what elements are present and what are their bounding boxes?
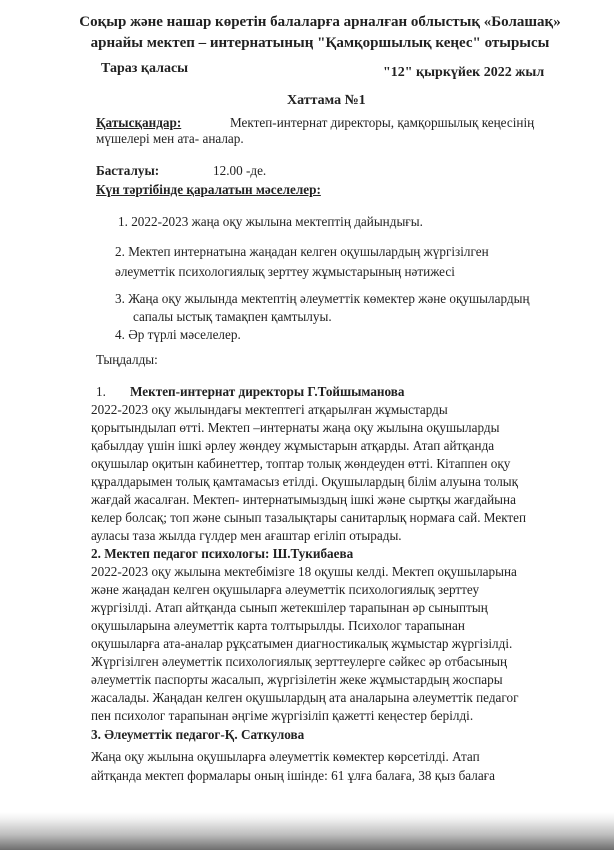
- protocol-title: Хаттама №1: [287, 93, 366, 108]
- paragraph-line: пен психолог тарапынан әңгіме жүргізіліп қажетті кеңестер берілді.: [91, 708, 474, 723]
- participants-text-1: Мектеп-интернат директоры, қамқоршылық кеңесінің: [230, 115, 535, 130]
- agenda-item-3-line-1: 3. Жаңа оқу жылында мектептің әлеуметтік көмектер және оқушылардың: [115, 291, 530, 306]
- agenda-item-4: 4. Әр түрлі мәселелер.: [115, 327, 241, 342]
- paragraph-line: қабылдау үшін ішкі әрлеу жөндеу жұмыстарын атқарды. Атап айтқанда: [91, 438, 495, 453]
- city: Тараз қаласы: [101, 61, 189, 76]
- paragraph-line: 2022-2023 оқу жылындағы мектептегі атқарылған жұмыстарды: [91, 402, 448, 417]
- paragraph-line: айтқанда мектеп формалары оның ішінде: 61 ұлға балаға, 38 қыз балаға: [91, 768, 495, 783]
- agenda-item-3-line-2: сапалы ыстық тамақпен қамтылуы.: [133, 309, 332, 324]
- paragraph-line: 2022-2023 оқу жылына мектебімізге 18 оқушы келді. Мектеп оқушыларына: [91, 564, 517, 579]
- paragraph-line: ауласы таза жылда гүлдер мен ағаштар егіліп отырады.: [91, 528, 402, 543]
- section-1-title: Мектеп-интернат директоры Г.Тойшыманова: [130, 384, 405, 399]
- paragraph-line: оқушыларға ата-аналар рұқсатымен диагностикалық жұмыстар жүргізілді.: [91, 636, 513, 651]
- paragraph-line: жүргізілді. Атап айтқанда сынып жетекшілер тарапынан әр сыныптың: [91, 600, 488, 615]
- header-line-2: арнайы мектеп – интернатының "Қамқоршылық кеңес" отырысы: [90, 35, 550, 51]
- paragraph-line: келер болсақ; топ және сынып тазалықтары санитарлық нормаға сай. Мектеп: [91, 510, 527, 525]
- paragraph-line: Жүргізілген әлеуметтік психологиялық зерттеулерге сәйкес әр отбасының: [91, 654, 508, 669]
- paragraph-line: және жаңадан келген оқушыларға әлеуметтік психологиялық зерттеу: [91, 582, 480, 597]
- paragraph-line: әлеуметтік паспорты жасалып, жүргізілетін жеке жұмыстардың жоспары: [91, 672, 503, 687]
- paragraph-line: қорытындылап өтті. Мектеп –интернаты жаңа оқу жылына оқушыларды: [91, 420, 500, 435]
- paragraph-line: жағдай жасалған. Мектеп- интернатымыздың ішкі және сыртқы жағдайына: [91, 492, 516, 507]
- scan-bottom-edge: [0, 812, 614, 850]
- paragraph-line: Жаңа оқу жылына оқушыларға әлеуметтік көмектер көрсетілді. Атап: [91, 749, 480, 764]
- start-label: Басталуы:: [96, 163, 160, 178]
- paragraph-line: жасалады. Жаңадан келген оқушылардың ата аналарына әлеуметтік педагог: [91, 690, 519, 705]
- agenda-title: Күн тәртібінде қаралатын мәселелер:: [96, 182, 321, 197]
- start-value: 12.00 -де.: [213, 163, 267, 178]
- participants-text-2: мүшелері мен ата- аналар.: [96, 131, 244, 146]
- paragraph-line: оқушылар оқитын кабинеттер, топтар толық жөндеуден өтті. Кітаппен оқу: [91, 456, 511, 471]
- header-line-1: Соқыр және нашар көретін балаларға арналған облыстық «Болашақ»: [79, 14, 561, 30]
- section-1-number: 1.: [96, 384, 106, 399]
- participants-label: Қатысқандар:: [96, 115, 182, 130]
- paragraph-line: оқушыларына әлеуметтік карта толтырылды. Психолог тарапынан: [91, 618, 465, 633]
- date: "12" қыркүйек 2022 жыл: [383, 65, 545, 80]
- section-2-title: 2. Мектеп педагог психологы: Ш.Тукибаева: [91, 546, 354, 561]
- agenda-item-2-line-1: 2. Мектеп интернатына жаңадан келген оқушылардың жүргізілген: [115, 244, 489, 259]
- listened-label: Тыңдалды:: [96, 352, 158, 367]
- section-3-title: 3. Әлеуметтік педагог-Қ. Саткулова: [91, 727, 305, 742]
- agenda-item-1: 1. 2022-2023 жаңа оқу жылына мектептің дайындығы.: [118, 214, 423, 229]
- paragraph-line: құралдарымен толық қамтамасыз етілді. Оқушылардың білім алуына толық: [91, 474, 519, 489]
- agenda-item-2-line-2: әлеуметтік психологиялық зерттеу жұмыстарының нәтижесі: [115, 264, 455, 279]
